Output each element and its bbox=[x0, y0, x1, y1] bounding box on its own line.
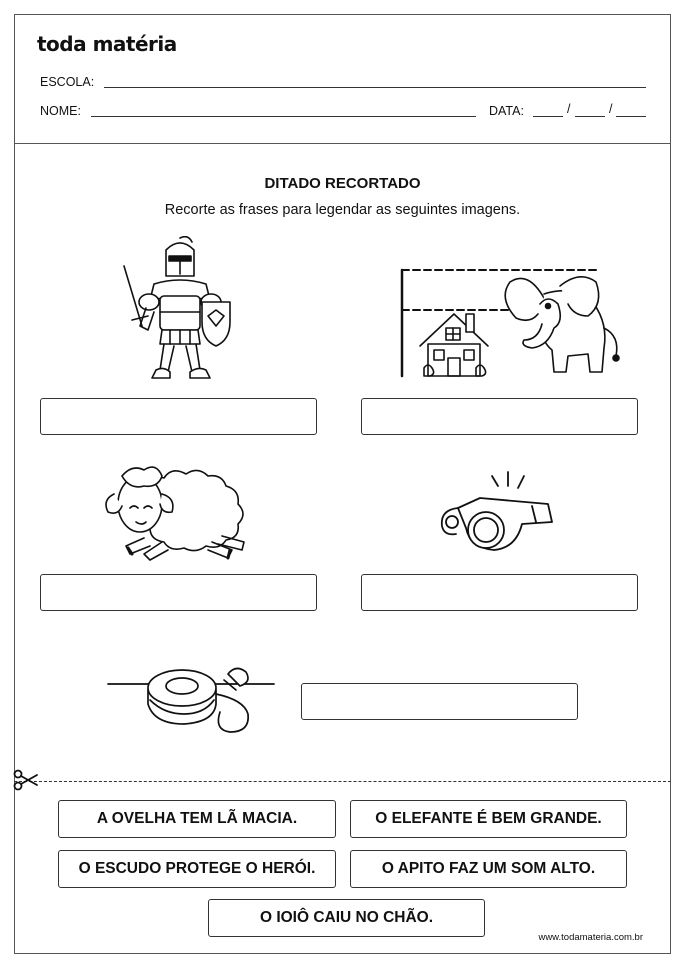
activity-title: DITADO RECORTADO bbox=[264, 175, 421, 192]
caption-box-elephant[interactable] bbox=[361, 398, 638, 435]
cut-out-strip[interactable]: O IOIÔ CAIU NO CHÃO. bbox=[208, 899, 485, 937]
cut-out-strip[interactable]: O APITO FAZ UM SOM ALTO. bbox=[350, 850, 627, 888]
cut-out-strip[interactable]: O ESCUDO PROTEGE O HERÓI. bbox=[58, 850, 336, 888]
school-field[interactable] bbox=[104, 87, 646, 88]
house-and-elephant-icon bbox=[398, 264, 628, 382]
date-year-field[interactable] bbox=[616, 116, 646, 117]
caption-box-sheep[interactable] bbox=[40, 574, 317, 611]
activity-instructions: Recorte as frases para legendar as seguintes imagens. bbox=[164, 202, 521, 218]
date-month-field[interactable] bbox=[575, 116, 605, 117]
footer-url[interactable]: www.todamateria.com.br bbox=[538, 932, 643, 943]
caption-box-knight[interactable] bbox=[40, 398, 317, 435]
yoyo-icon bbox=[104, 660, 278, 738]
caption-box-yoyo[interactable] bbox=[301, 683, 578, 720]
date-separator-2: / bbox=[609, 102, 613, 116]
name-field[interactable] bbox=[91, 116, 476, 117]
cut-line bbox=[14, 781, 671, 782]
scissors-icon bbox=[13, 769, 39, 791]
sheep-icon bbox=[104, 458, 252, 562]
date-separator-1: / bbox=[567, 102, 571, 116]
knight-icon bbox=[118, 236, 236, 386]
date-label: DATA: bbox=[489, 104, 524, 118]
brand-logo: toda matéria bbox=[37, 32, 177, 56]
cut-out-strip[interactable]: O ELEFANTE É BEM GRANDE. bbox=[350, 800, 627, 838]
header-divider bbox=[14, 143, 671, 144]
school-label: ESCOLA: bbox=[40, 75, 95, 89]
cut-out-strip[interactable]: A OVELHA TEM LÃ MACIA. bbox=[58, 800, 336, 838]
name-label: NOME: bbox=[40, 104, 81, 118]
date-day-field[interactable] bbox=[533, 116, 563, 117]
caption-box-whistle[interactable] bbox=[361, 574, 638, 611]
whistle-icon bbox=[436, 470, 558, 556]
